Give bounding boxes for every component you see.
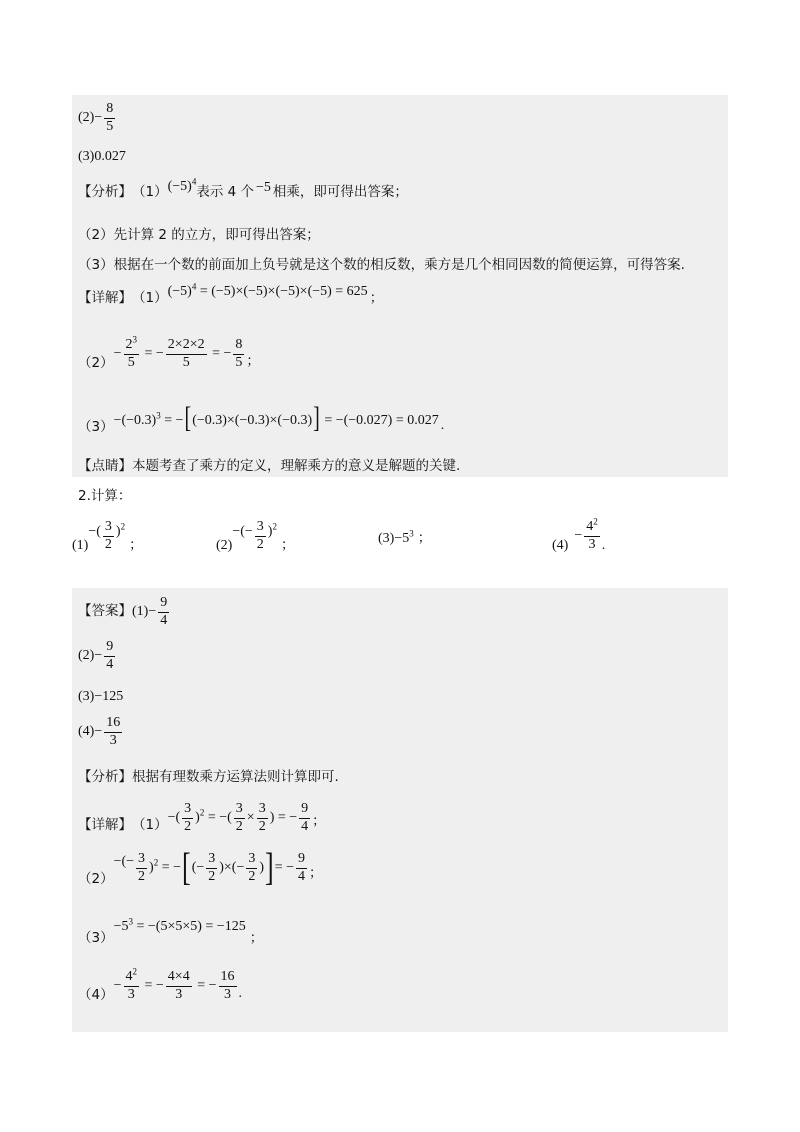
right-bracket: ] [313, 401, 320, 435]
expr-base: −5 [394, 531, 410, 546]
analysis-line-1 [78, 176, 408, 201]
fraction-numerator: 16 [104, 716, 122, 733]
expr-exponent: 3 [128, 916, 133, 927]
separator: ； [417, 530, 432, 547]
fraction-denominator: 5 [235, 354, 243, 370]
detail-tag: 【详解】 [78, 290, 132, 307]
expr-exponent: 4 [191, 281, 197, 292]
part-label: (2) [216, 538, 233, 554]
detail-1-power: )$^2$ = −( [195, 807, 232, 826]
fraction-numerator [124, 966, 140, 987]
fraction-numerator: 8 [104, 102, 115, 119]
analysis-line-2 [78, 229, 320, 243]
part-1-fraction [103, 520, 114, 552]
answer-2-fraction [104, 102, 115, 134]
answer-tag: 【答案】 [78, 603, 132, 620]
detail-3-prefix: （3） [78, 930, 114, 947]
fraction-denominator: 3 [109, 732, 117, 748]
detail-3-expr: $-(-0.3)^3 = -[(-0.3)\times(-0.3)\times(-0.3)] = -(-0.027) = 0.027$ [113, 401, 439, 435]
detail-2-frac-2 [166, 338, 207, 370]
fraction-numerator: 3 [103, 520, 114, 537]
detail-2-minus: −(− [113, 854, 135, 870]
numerator-base: 2 [125, 337, 133, 352]
detail-line-2 [78, 334, 260, 372]
detail-2-prefix: （2） [78, 871, 114, 888]
fraction-denominator: 3 [224, 986, 231, 1002]
detail-line-2 [78, 845, 323, 890]
fraction-numerator [584, 516, 600, 537]
question-2-title [78, 490, 131, 504]
analysis-text: 根据有理数乘方运算法则计算即可. [132, 769, 339, 785]
answers-line-3 [78, 690, 123, 704]
answer-3-text: (3)−125 [78, 689, 124, 704]
fraction-numerator: 4×4 [166, 970, 192, 987]
answer-1-fraction [158, 596, 169, 628]
minus-sign: − [113, 978, 122, 994]
detail-4-prefix: （4） [78, 987, 114, 1004]
expr-exponent: 3 [156, 410, 161, 421]
exponent: 2 [199, 807, 205, 818]
detail-1-eq: ) = − [269, 810, 298, 826]
expr-base: −5 [113, 919, 129, 934]
answer-1-prefix: (1)− [132, 604, 157, 620]
times-sign: × [246, 810, 255, 826]
detail-1-end: ； [312, 813, 326, 830]
fraction-denominator: 2 [208, 868, 216, 884]
detail-line-3 [78, 916, 264, 947]
question-2-part-4 [552, 516, 606, 554]
numerator-base: 4 [125, 969, 133, 984]
close-paren: )$^2$ [267, 521, 277, 540]
detail-line-4 [78, 966, 242, 1004]
answers-line-4 [78, 716, 124, 748]
detail-2-frac-4 [296, 852, 307, 884]
fraction-numerator: 9 [104, 640, 115, 657]
comment-text: 本题考查了乘方的定义，理解乘方的意义是解题的关键. [132, 458, 461, 474]
analysis-1-expr [167, 176, 197, 194]
right-bracket: ] [265, 845, 274, 890]
fraction-numerator: 16 [219, 970, 237, 987]
analysis-line-3 [78, 259, 685, 273]
analysis-tag: 【分析】 [78, 184, 132, 201]
expr-exponent: 4 [191, 176, 197, 187]
part-1-exponent: 2 [120, 521, 126, 532]
detail-1-frac-1 [182, 802, 193, 834]
part-3-expr [394, 528, 414, 546]
detail-1-prefix: （1） [132, 290, 168, 307]
analysis-1-mid: 表示 4 个 [196, 184, 254, 201]
detail-2-frac-1 [124, 334, 140, 370]
detail-4-frac-2 [166, 970, 192, 1002]
numerator-exponent: 2 [132, 966, 137, 977]
detail-1-prefix: （1） [132, 817, 168, 834]
fraction-numerator: 3 [206, 852, 217, 869]
part-2-exponent: 2 [272, 521, 277, 532]
part-label: (3) [378, 531, 395, 546]
answer-4-prefix: (4)− [78, 724, 103, 740]
detail-1-end: ； [369, 290, 384, 307]
analysis-1-end: 相乘，即可得出答案； [272, 184, 408, 201]
answers-line-1 [78, 596, 171, 628]
detail-tag: 【详解】 [78, 817, 132, 834]
fraction-numerator: 8 [233, 338, 244, 355]
analysis-tag: 【分析】 [78, 769, 132, 785]
fraction-numerator: 9 [296, 852, 307, 869]
fraction-denominator: 4 [106, 656, 114, 672]
equals-sign: = − [141, 346, 164, 362]
numerator-exponent: 3 [132, 334, 137, 345]
fraction-denominator: 5 [106, 118, 114, 134]
fraction-numerator: 3 [246, 852, 257, 869]
fraction-numerator: 3 [182, 802, 193, 819]
detail-1-frac-3 [257, 802, 268, 834]
part-label: (4) [552, 538, 569, 554]
fraction-denominator: 4 [301, 818, 309, 834]
detail-2-frac-3 [246, 852, 257, 884]
answer-3-text: (3)0.027 [78, 149, 126, 164]
open-paren: (− [191, 860, 205, 876]
separator: ； [129, 537, 143, 554]
detail-4-frac-3 [219, 970, 237, 1002]
detail-2-prefix: （2） [78, 355, 114, 372]
question-2-part-1 [72, 520, 143, 552]
times-sign: )×(− [219, 860, 245, 876]
question-2-title-text: 2.计算： [78, 488, 132, 504]
detail-1-frac-2 [234, 802, 245, 834]
fraction-denominator: 2 [248, 868, 256, 884]
numerator-base: 4 [586, 519, 594, 534]
fraction-denominator: 3 [175, 986, 183, 1002]
answer-4-fraction [104, 716, 122, 748]
minus-sign: − [574, 528, 583, 544]
expr-rest: = (−5)×(−5)×(−5)×(−5) = 625 [199, 284, 368, 299]
minus-sign: −(− [232, 524, 253, 540]
expr-base: (−5) [167, 284, 192, 299]
close-paren: ) [259, 860, 265, 876]
detail-3-expr [113, 916, 246, 934]
fraction-denominator: 2 [235, 818, 243, 834]
expr-lhs: −(−0.3) [113, 413, 157, 428]
detail-3-end: . [440, 418, 445, 433]
expr-rest: = −(5×5×5) = −125 [136, 919, 246, 934]
detail-2-frac-3 [233, 338, 244, 370]
equals-sign: = − [193, 978, 217, 994]
fraction-denominator: 5 [127, 354, 135, 370]
detail-2-end: ； [309, 865, 323, 882]
analysis-line [78, 771, 339, 785]
left-bracket: [ [184, 401, 192, 435]
part-2-fraction [255, 520, 266, 552]
analysis-1-prefix: （1） [132, 184, 168, 201]
fraction-numerator: 3 [136, 852, 147, 869]
answer-2-line [78, 102, 117, 134]
detail-1-minus: −( [167, 810, 181, 826]
fraction-denominator: 2 [258, 818, 266, 834]
question-2-part-3 [378, 528, 432, 547]
end-period: . [601, 538, 606, 554]
comment-line [78, 460, 460, 474]
detail-1-frac-4 [299, 802, 310, 834]
question-2-part-2 [216, 520, 294, 552]
detail-2-frac-1 [136, 852, 147, 884]
part-4-fraction [584, 516, 600, 552]
fraction-denominator: 3 [588, 536, 596, 552]
fraction-denominator: 4 [298, 868, 306, 884]
fraction-numerator: 3 [255, 520, 266, 537]
detail-3-prefix: （3） [78, 419, 114, 436]
separator: ； [280, 537, 295, 554]
fraction-numerator: 2×2×2 [166, 338, 207, 355]
exponent: 2 [153, 857, 159, 868]
fraction-numerator: 9 [158, 596, 169, 613]
close-paren: )$^2$ [115, 521, 126, 540]
fraction-numerator: 3 [234, 802, 245, 819]
answer-2-prefix: (2)− [78, 110, 103, 126]
fraction-denominator: 5 [182, 354, 190, 370]
detail-line-1 [78, 802, 326, 834]
detail-1-expr [167, 281, 368, 299]
answer-2-prefix: (2)− [78, 648, 103, 664]
numerator-exponent: 2 [593, 516, 598, 527]
fraction-numerator: 3 [257, 802, 268, 819]
analysis-1-val: −5 [256, 180, 271, 195]
detail-2-power: )$^2$ = − [149, 857, 182, 876]
fraction-denominator: 2 [184, 818, 192, 834]
comment-tag: 【点睛】 [78, 458, 132, 474]
fraction-denominator: 2 [104, 536, 112, 552]
fraction-numerator: 9 [299, 802, 310, 819]
detail-2-eq: = − [274, 860, 295, 876]
detail-3-end: ； [249, 930, 264, 947]
detail-4-frac-1 [124, 966, 140, 1002]
fraction-numerator [124, 334, 140, 355]
analysis-3-text: （3）根据在一个数的前面加上负号就是这个数的相反数，乘方是几个相同因数的简便运算，可得答案. [78, 257, 685, 273]
equals-sign: = − [208, 346, 232, 362]
analysis-2-text: （2）先计算 2 的立方，即可得出答案； [78, 227, 320, 243]
expr-exponent: 3 [409, 528, 414, 539]
expr-base: (−5) [167, 179, 192, 194]
fraction-denominator: 3 [127, 986, 135, 1002]
minus-sign: −( [88, 524, 101, 540]
expr-rest: = −(−0.027) = 0.027 [324, 413, 439, 428]
left-bracket: [ [182, 845, 191, 890]
minus-sign: − [113, 346, 122, 362]
answer-2-fraction [104, 640, 115, 672]
fraction-denominator: 2 [256, 536, 264, 552]
detail-line-3 [78, 401, 445, 436]
detail-4-end: . [238, 986, 242, 1002]
expr-inner: (−0.3)×(−0.3)×(−0.3) [192, 413, 313, 428]
detail-2-end: ； [246, 353, 260, 370]
answers-line-2 [78, 640, 117, 672]
detail-2-frac-2 [206, 852, 217, 884]
equals-sign: = − [141, 978, 164, 994]
fraction-denominator: 4 [160, 612, 168, 628]
answer-3-line [78, 150, 126, 164]
fraction-denominator: 2 [138, 868, 146, 884]
part-label: (1) [72, 538, 89, 554]
